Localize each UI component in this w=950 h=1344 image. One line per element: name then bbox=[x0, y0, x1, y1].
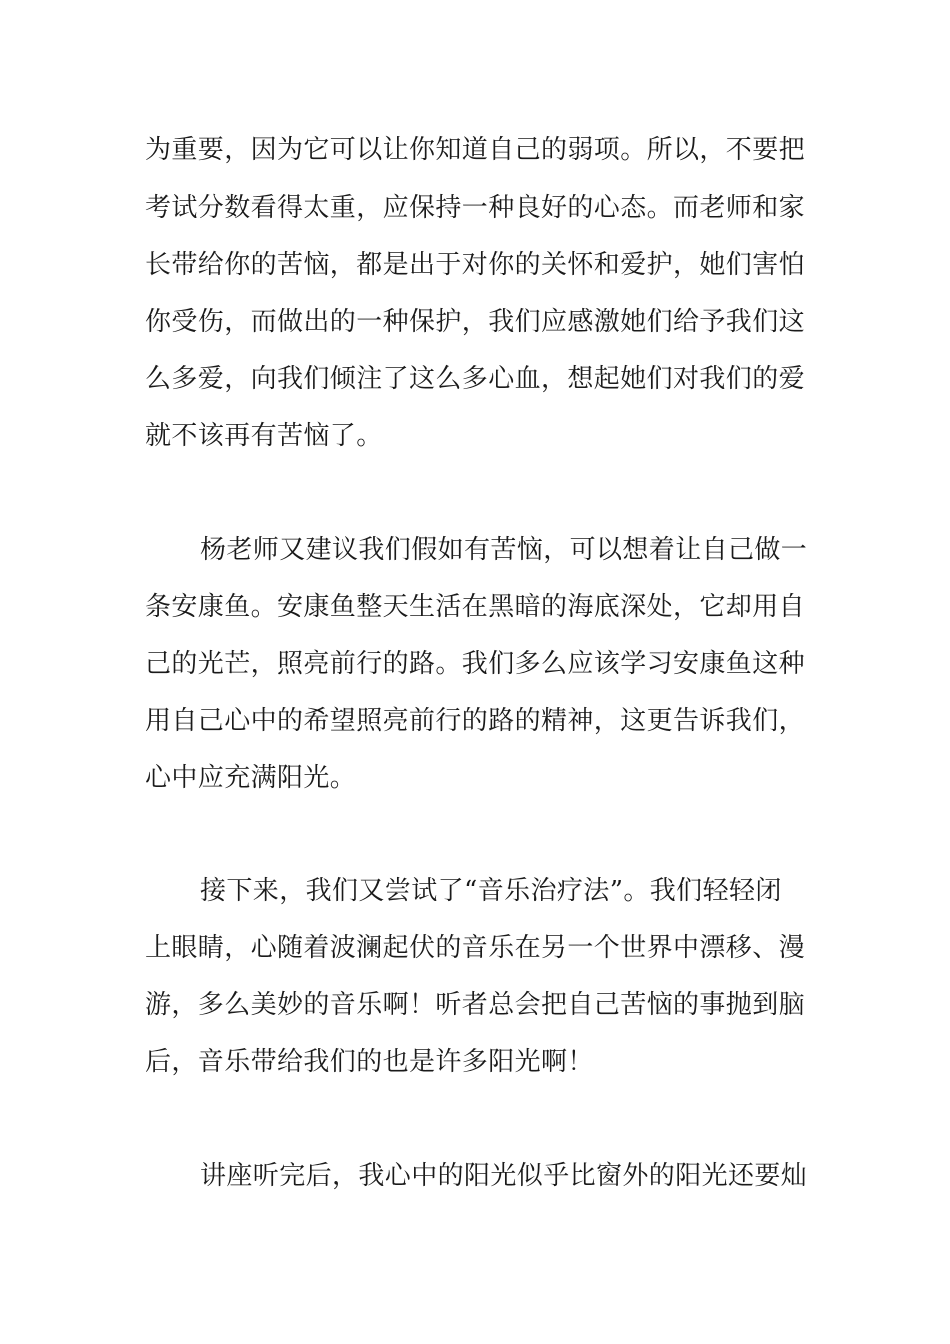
text-line: 么多爱，向我们倾注了这么多心血，想起她们对我们的爱 bbox=[145, 364, 806, 394]
text-line: 你受伤，而做出的一种保护，我们应感激她们给予我们这 bbox=[145, 307, 806, 337]
text-line: 后，音乐带给我们的也是许多阳光啊！ bbox=[145, 1047, 594, 1077]
text-line: 游，多么美妙的音乐啊！听者总会把自己苦恼的事抛到脑 bbox=[145, 990, 806, 1020]
text-line: 心中应充满阳光。 bbox=[145, 763, 357, 793]
text-line: 条安康鱼。安康鱼整天生活在黑暗的海底深处，它却用自 bbox=[145, 592, 806, 622]
text-line: 己的光芒，照亮前行的路。我们多么应该学习安康鱼这种 bbox=[145, 649, 806, 679]
text-line: 长带给你的苦恼，都是出于对你的关怀和爱护，她们害怕 bbox=[145, 250, 806, 280]
text-line: 就不该再有苦恼了。 bbox=[145, 421, 383, 451]
text-line: 杨老师又建议我们假如有苦恼，可以想着让自己做一 bbox=[200, 535, 808, 565]
text-line: 上眼睛，心随着波澜起伏的音乐在另一个世界中漂移、漫 bbox=[145, 933, 806, 963]
text-line: 为重要，因为它可以让你知道自己的弱项。所以，不要把 bbox=[145, 135, 806, 165]
text-line: 接下来，我们又尝试了“音乐治疗法”。我们轻轻闭 bbox=[200, 876, 782, 906]
text-line: 讲座听完后，我心中的阳光似乎比窗外的阳光还要灿 bbox=[200, 1161, 808, 1191]
text-line: 考试分数看得太重，应保持一种良好的心态。而老师和家 bbox=[145, 193, 806, 223]
text-line: 用自己心中的希望照亮前行的路的精神，这更告诉我们， bbox=[145, 706, 806, 736]
